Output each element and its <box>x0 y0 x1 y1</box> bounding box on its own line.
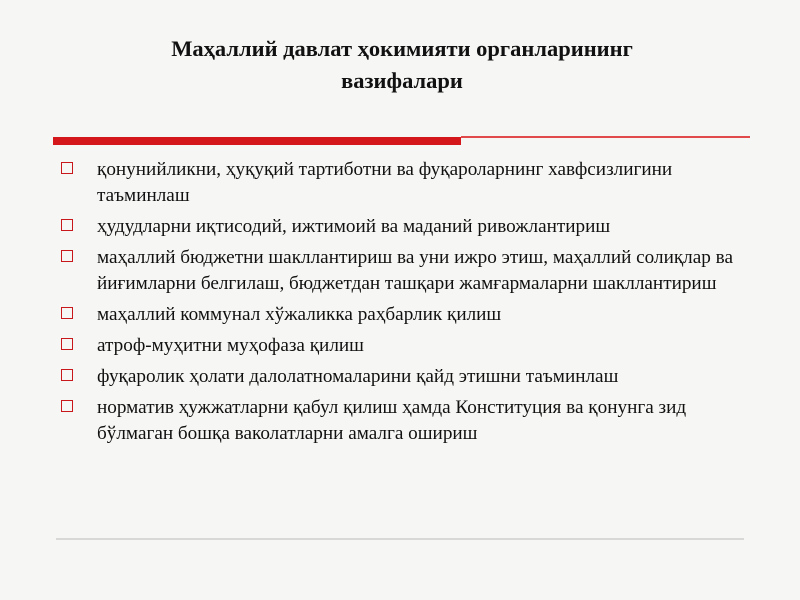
bullet-text: қонунийликни, ҳуқуқий тартиботни ва фуқароларнинг хавфсизлигини таъминлаш <box>97 159 673 206</box>
bullet-item <box>60 245 750 297</box>
bullet-text: норматив ҳужжатларни қабул қилиш ҳамда Конституция ва қонунга зид бўлмаган бошқа ваколатларни амалга ошириш <box>97 397 687 444</box>
slide-title <box>60 33 744 97</box>
hollow-square-bullet-icon <box>61 162 73 174</box>
bullet-item <box>60 333 750 359</box>
bullet-item <box>60 395 750 447</box>
title-underline-thick <box>53 137 461 145</box>
slide-title-line-1: Маҳаллий давлат ҳокимияти органларининг <box>171 36 633 61</box>
footer-divider <box>56 538 744 540</box>
bullet-item <box>60 214 750 240</box>
hollow-square-bullet-icon <box>61 369 73 381</box>
hollow-square-bullet-icon <box>61 338 73 350</box>
hollow-square-bullet-icon <box>61 307 73 319</box>
bullet-item <box>60 157 750 209</box>
bullet-text: маҳаллий бюджетни шакллантириш ва уни ижро этиш, маҳаллий солиқлар ва йиғимларни белгилаш, бюджетдан ташқари жамғармаларни шакллантириш <box>97 247 733 294</box>
bullet-text: атроф-муҳитни муҳофаза қилиш <box>97 335 364 356</box>
hollow-square-bullet-icon <box>61 400 73 412</box>
bullet-text: маҳаллий коммунал хўжаликка раҳбарлик қилиш <box>97 304 502 325</box>
hollow-square-bullet-icon <box>61 219 73 231</box>
title-underline-thin <box>461 136 750 138</box>
slide-title-line-2: вазифалари <box>341 68 463 93</box>
hollow-square-bullet-icon <box>61 250 73 262</box>
bullet-item <box>60 302 750 328</box>
bullet-list <box>60 157 750 452</box>
bullet-item <box>60 364 750 390</box>
bullet-text: ҳудудларни иқтисодий, ижтимоий ва маданий ривожлантириш <box>97 216 611 237</box>
bullet-text: фуқаролик ҳолати далолатномаларини қайд этишни таъминлаш <box>97 366 619 387</box>
